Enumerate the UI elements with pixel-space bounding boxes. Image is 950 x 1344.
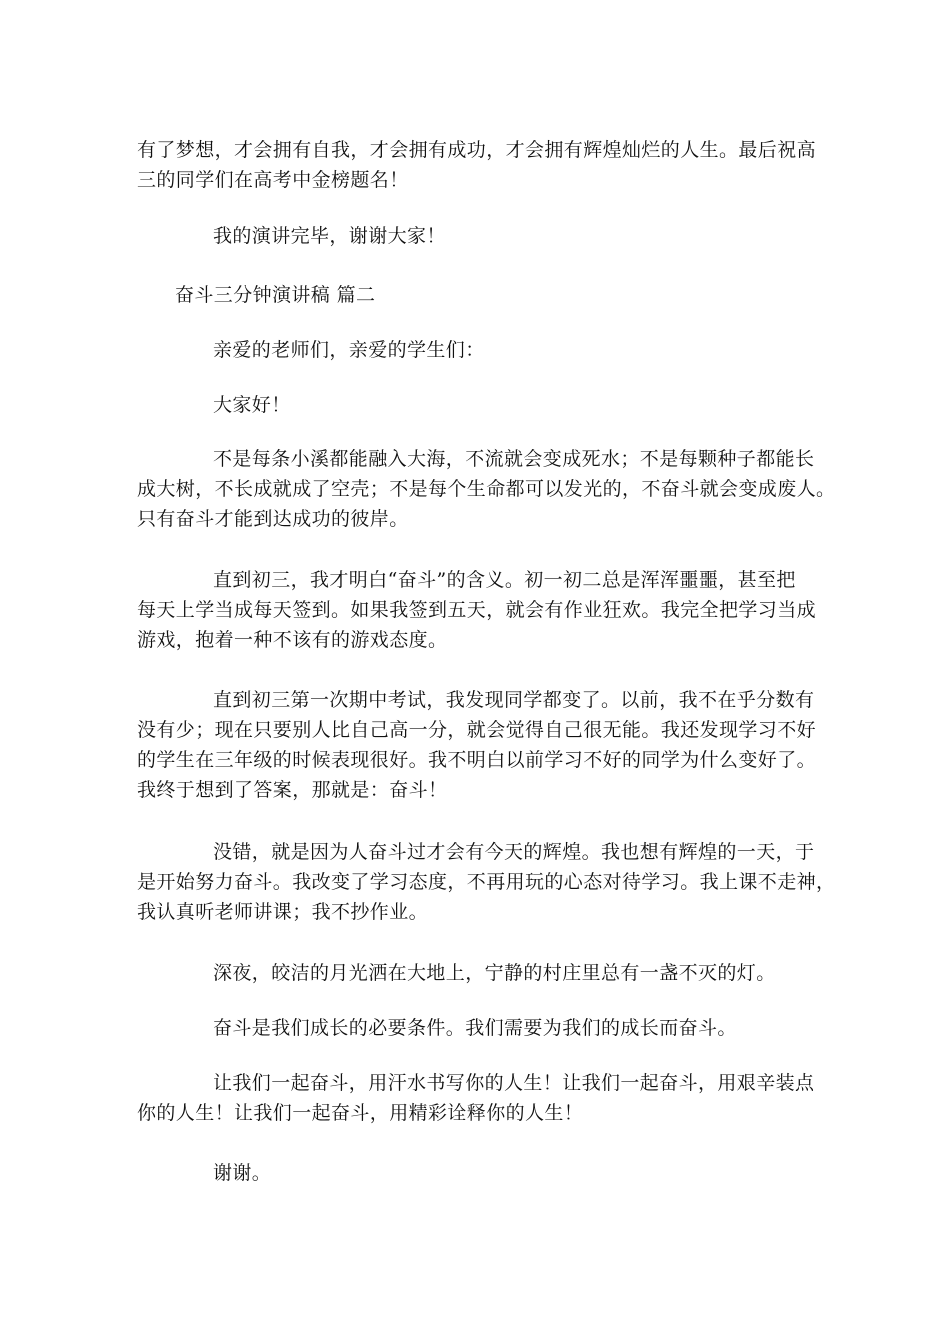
body-paragraph xyxy=(137,958,827,988)
salutation-paragraph xyxy=(137,335,827,365)
body-paragraph xyxy=(137,837,836,927)
text-line: 没错，就是因为人奋斗过才会有今天的辉煌。我也想有辉煌的一天，于 xyxy=(213,841,815,863)
text-line: 奋斗是我们成长的必要条件。我们需要为我们的成长而奋斗。 xyxy=(213,1017,737,1039)
text-line: 我终于想到了答案，那就是：奋斗！ xyxy=(137,779,448,801)
text-line: 成大树，不长成就成了空壳；不是每个生命都可以发光的，不奋斗就会变成废人。 xyxy=(137,478,836,500)
body-paragraph xyxy=(137,565,827,655)
body-paragraph xyxy=(137,1068,827,1128)
text-line: 深夜，皎洁的月光洒在大地上，宁静的村庄里总有一盏不灭的灯。 xyxy=(213,962,776,984)
closing-paragraph xyxy=(137,135,827,195)
text-line: 三的同学们在高考中金榜题名！ xyxy=(137,169,409,191)
speech-end-paragraph xyxy=(137,221,827,251)
body-paragraph xyxy=(137,444,836,534)
text-line: 直到初三，我才明白“奋斗”的含义。初一初二总是浑浑噩噩，甚至把 xyxy=(213,569,796,591)
text-line: 游戏，抱着一种不该有的游戏态度。 xyxy=(137,629,448,651)
text-line: 是开始努力奋斗。我改变了学习态度，不再用玩的心态对待学习。我上课不走神， xyxy=(137,871,836,893)
thanks-paragraph xyxy=(137,1158,827,1188)
text-line: 每天上学当成每天签到。如果我签到五天，就会有作业狂欢。我完全把学习当成 xyxy=(137,599,817,621)
text-line: 亲爱的老师们，亲爱的学生们： xyxy=(213,339,485,361)
section-heading xyxy=(175,280,865,310)
heading-text: 奋斗三分钟演讲稿 篇二 xyxy=(175,284,376,306)
text-line: 没有少；现在只要别人比自己高一分，就会觉得自己很无能。我还发现学习不好 xyxy=(137,719,817,741)
body-paragraph xyxy=(137,685,827,805)
text-line: 的学生在三年级的时候表现很好。我不明白以前学习不好的同学为什么变好了。 xyxy=(137,749,817,771)
text-line: 只有奋斗才能到达成功的彼岸。 xyxy=(137,508,409,530)
text-line: 谢谢。 xyxy=(213,1162,272,1184)
text-line: 有了梦想，才会拥有自我，才会拥有成功，才会拥有辉煌灿烂的人生。最后祝高 xyxy=(137,139,817,161)
text-line: 让我们一起奋斗，用汗水书写你的人生！让我们一起奋斗，用艰辛装点 xyxy=(213,1072,815,1094)
text-line: 大家好！ xyxy=(213,394,291,416)
text-line: 我的演讲完毕，谢谢大家！ xyxy=(213,225,446,247)
text-line: 你的人生！让我们一起奋斗，用精彩诠释你的人生！ xyxy=(137,1102,584,1124)
text-line: 不是每条小溪都能融入大海，不流就会变成死水；不是每颗种子都能长 xyxy=(213,448,815,470)
greeting-paragraph xyxy=(137,390,827,420)
text-line: 直到初三第一次期中考试，我发现同学都变了。以前，我不在乎分数有 xyxy=(213,689,815,711)
text-line: 我认真听老师讲课；我不抄作业。 xyxy=(137,901,429,923)
body-paragraph xyxy=(137,1013,827,1043)
